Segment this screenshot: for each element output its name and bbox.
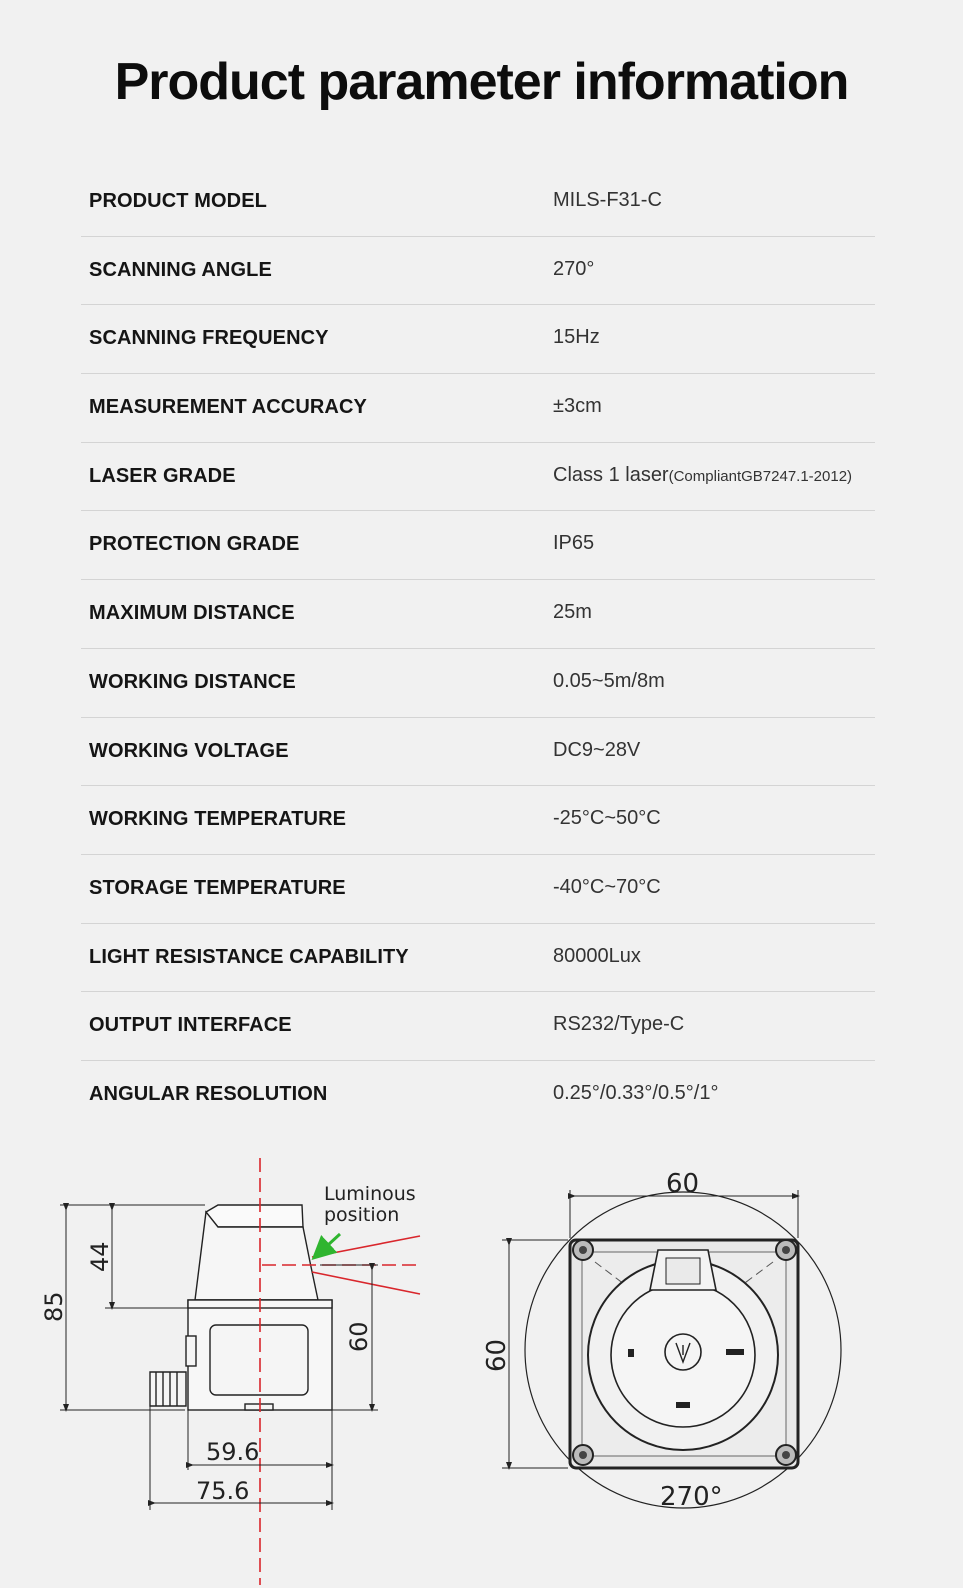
scan-angle-label: 270°: [660, 1482, 723, 1512]
spec-label: SCANNING ANGLE: [89, 258, 272, 281]
spec-row: [81, 649, 875, 718]
spec-value: 15Hz: [553, 326, 600, 349]
spec-row: [81, 580, 875, 649]
spec-label: SCANNING FREQUENCY: [89, 327, 329, 350]
spec-row: [81, 786, 875, 855]
spec-row: [81, 1061, 875, 1130]
spec-label: MEASUREMENT ACCURACY: [89, 396, 367, 419]
spec-value-note: (CompliantGB7247.1-2012): [668, 467, 853, 485]
spec-table: [81, 168, 875, 1130]
spec-value: -25°C~50°C: [553, 807, 661, 830]
spec-row: [81, 924, 875, 993]
spec-value: -40°C~70°C: [553, 875, 661, 898]
dim-85-label: 85: [40, 1291, 68, 1322]
spec-row: [81, 992, 875, 1061]
top-dim-height-label: 60: [482, 1338, 512, 1372]
spec-label: LASER GRADE: [89, 464, 236, 487]
spec-row: [81, 374, 875, 443]
spec-label: MAXIMUM DISTANCE: [89, 602, 295, 625]
spec-row: [81, 237, 875, 306]
luminous-label-line2: position: [324, 1204, 400, 1226]
spec-row: [81, 305, 875, 374]
spec-row: [81, 718, 875, 787]
spec-row: [81, 168, 875, 237]
spec-value: DC9~28V: [553, 738, 641, 761]
spec-label: PROTECTION GRADE: [89, 533, 300, 556]
spec-label: PRODUCT MODEL: [89, 190, 267, 212]
spec-value: IP65: [553, 532, 595, 555]
spec-value: ±3cm: [553, 395, 602, 418]
spec-label: ANGULAR RESOLUTION: [89, 1082, 328, 1105]
spec-value-main: Class 1 laser: [553, 463, 669, 486]
spec-label: STORAGE TEMPERATURE: [89, 876, 346, 899]
spec-value: 80000Lux: [553, 944, 641, 967]
luminous-label-line1: Luminous: [324, 1183, 416, 1205]
dim-59-6-label: 59.6: [206, 1438, 260, 1466]
top-dim-width-label: 60: [666, 1169, 700, 1199]
spec-value: RS232/Type-C: [553, 1013, 685, 1036]
dim-44-label: 44: [86, 1241, 114, 1272]
spec-label: WORKING VOLTAGE: [89, 739, 289, 762]
spec-value: 0.25°/0.33°/0.5°/1°: [553, 1081, 719, 1104]
spec-row: [81, 511, 875, 580]
dim-60-side-label: 60: [345, 1321, 373, 1352]
spec-value: [553, 464, 852, 487]
spec-row: [81, 443, 875, 512]
dimension-drawings: [0, 1150, 963, 1588]
dim-75-6-label: 75.6: [196, 1477, 250, 1505]
top-view-drawing: [525, 1192, 841, 1508]
spec-value: MILS-F31-C: [553, 189, 662, 211]
spec-value: 0.05~5m/8m: [553, 669, 665, 692]
page-title: Product parameter information: [114, 53, 849, 111]
spec-value: 25m: [553, 601, 592, 624]
spec-label: WORKING DISTANCE: [89, 670, 296, 693]
spec-label: WORKING TEMPERATURE: [89, 808, 347, 831]
spec-label: OUTPUT INTERFACE: [89, 1014, 292, 1037]
spec-label: LIGHT RESISTANCE CAPABILITY: [89, 945, 409, 968]
spec-row: [81, 855, 875, 924]
spec-value: 270°: [553, 257, 595, 280]
